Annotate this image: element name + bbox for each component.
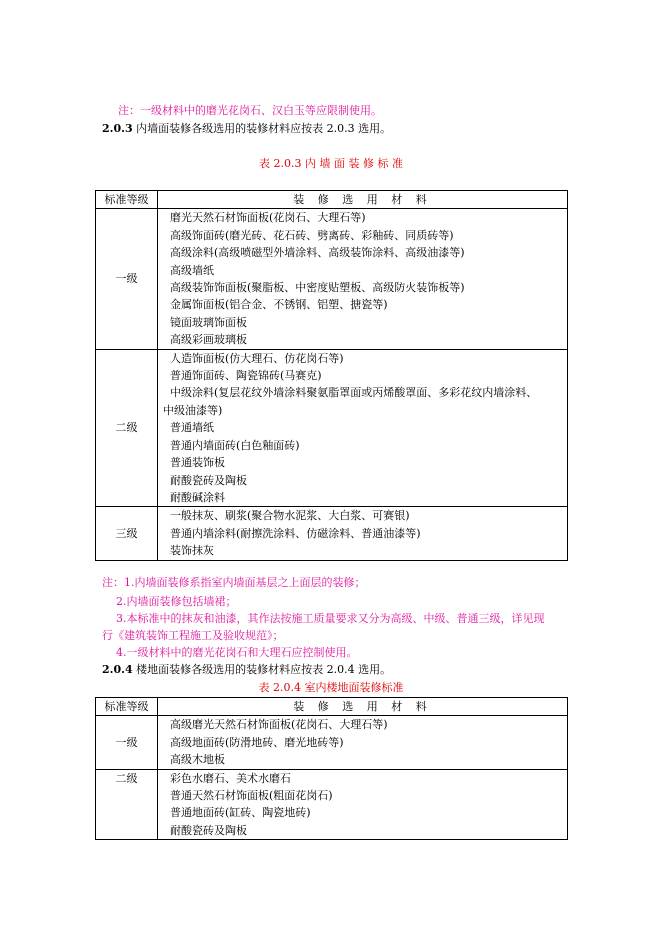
- table-204-caption: 表 2.0.4 室内楼地面装修标准: [258, 681, 404, 694]
- grade-cell: 一级: [96, 716, 158, 769]
- note-line: 3.本标准中的抹灰和油漆，其作法按施工质量要求又分为高级、中级、普通三级，详见现: [116, 612, 545, 625]
- material-item: 高级墙纸: [170, 263, 214, 277]
- material-item: 磨光天然石材饰面板(花岗石、大理石等): [170, 211, 366, 225]
- grade-cell: 一级: [96, 209, 158, 349]
- materials-cell: [158, 349, 568, 507]
- material-item: 普通天然石材饰面板(粗面花岗石): [170, 789, 333, 803]
- grade-cell: 二级: [96, 769, 158, 840]
- material-item-continuation: 中级油漆等): [163, 403, 223, 417]
- section-203-number: 2.0.3: [102, 122, 133, 135]
- material-item: 高级涂料(高级喷磁型外墙涂料、高级装饰涂料、高级油漆等): [170, 246, 465, 260]
- material-item: 耐酸瓷砖及陶板: [170, 473, 247, 487]
- materials-cell: [158, 769, 568, 840]
- material-item: 镜面玻璃饰面板: [170, 315, 247, 329]
- material-item: 人造饰面板(仿大理石、仿花岗石等): [170, 351, 344, 365]
- material-item: 普通内墙涂料(耐擦洗涂料、仿磁涂料、普通油漆等): [170, 526, 421, 540]
- material-item: 彩色水磨石、美术水磨石: [170, 771, 291, 785]
- note-line: 行《建筑装饰工程施工及验收规范》；: [102, 629, 284, 642]
- material-item: 高级木地板: [170, 753, 225, 767]
- material-item: 高级磨光天然石材饰面板(花岗石、大理石等): [170, 718, 388, 732]
- material-item: 普通地面砖(缸砖、陶瓷地砖): [170, 806, 311, 820]
- section-204-number: 2.0.4: [102, 663, 133, 676]
- material-item: 中级涂料(复层花纹外墙涂料聚氨脂罩面或丙烯酸罩面、多彩花纹内墙涂料、: [170, 386, 538, 400]
- table-203-header-grade: 标准等级: [96, 191, 158, 209]
- table-row: [96, 209, 568, 349]
- table-203: [95, 190, 568, 561]
- material-item: 普通装饰板: [170, 456, 225, 470]
- table-204-header-materials: 装 修 选 用 材 料: [158, 698, 568, 716]
- table-203-header-row: [96, 191, 568, 209]
- section-204-text: 楼地面装修各级选用的装修材料应按表 2.0.4 选用。: [136, 663, 392, 676]
- material-item: 耐酸瓷砖及陶板: [170, 823, 247, 837]
- material-item: 高级装饰饰面板(聚脂板、中密度贴塑板、高级防火装饰板等): [170, 281, 465, 295]
- note-line: 注：1.内墙面装修系指室内墙面基层之上面层的装修；: [102, 576, 366, 589]
- material-item: 耐酸碱涂料: [170, 490, 225, 504]
- section-203-paragraph: [102, 122, 391, 136]
- section-204-paragraph: [102, 663, 391, 677]
- table-203-caption: 表 2.0.3 内 墙 面 装 修 标 准: [259, 157, 403, 170]
- note-line: 4.一级材料中的磨光花岗石和大理石应控制使用。: [116, 646, 358, 659]
- materials-cell: [158, 716, 568, 769]
- materials-cell: [158, 507, 568, 560]
- table-row: [96, 349, 568, 507]
- grade-cell: 三级: [96, 507, 158, 560]
- table-204-header-grade: 标准等级: [96, 698, 158, 716]
- materials-cell: [158, 209, 568, 349]
- table-row: [96, 507, 568, 560]
- material-item: 普通内墙面砖(白色釉面砖): [170, 438, 300, 452]
- top-note: 注：一级材料中的磨光花岗石、汉白玉等应限制使用。: [118, 104, 382, 117]
- grade-cell: 二级: [96, 349, 158, 507]
- table-204: [95, 697, 568, 840]
- note-line: 2.内墙面装修包括墙裙；: [116, 595, 237, 608]
- material-item: 金属饰面板(铝合金、不锈钢、铝塑、搪瓷等): [170, 298, 388, 312]
- material-item: 一般抹灰、刷浆(聚合物水泥浆、大白浆、可赛银): [170, 509, 410, 523]
- table-204-header-row: [96, 698, 568, 716]
- material-item: 高级地面砖(防滑地砖、磨光地砖等): [170, 735, 344, 749]
- table-203-header-materials: 装 修 选 用 材 料: [158, 191, 568, 209]
- material-item: 装饰抹灰: [170, 544, 214, 558]
- table-row: [96, 716, 568, 769]
- table-row: [96, 769, 568, 840]
- material-item: 普通饰面砖、陶瓷锦砖(马赛克): [170, 369, 322, 383]
- section-203-text: 内墙面装修各级选用的装修材料应按表 2.0.3 选用。: [136, 122, 392, 135]
- material-item: 普通墙纸: [170, 421, 214, 435]
- material-item: 高级彩画玻璃板: [170, 333, 247, 347]
- material-item: 高级饰面砖(磨光砖、花石砖、劈离砖、彩釉砖、同质砖等): [170, 228, 454, 242]
